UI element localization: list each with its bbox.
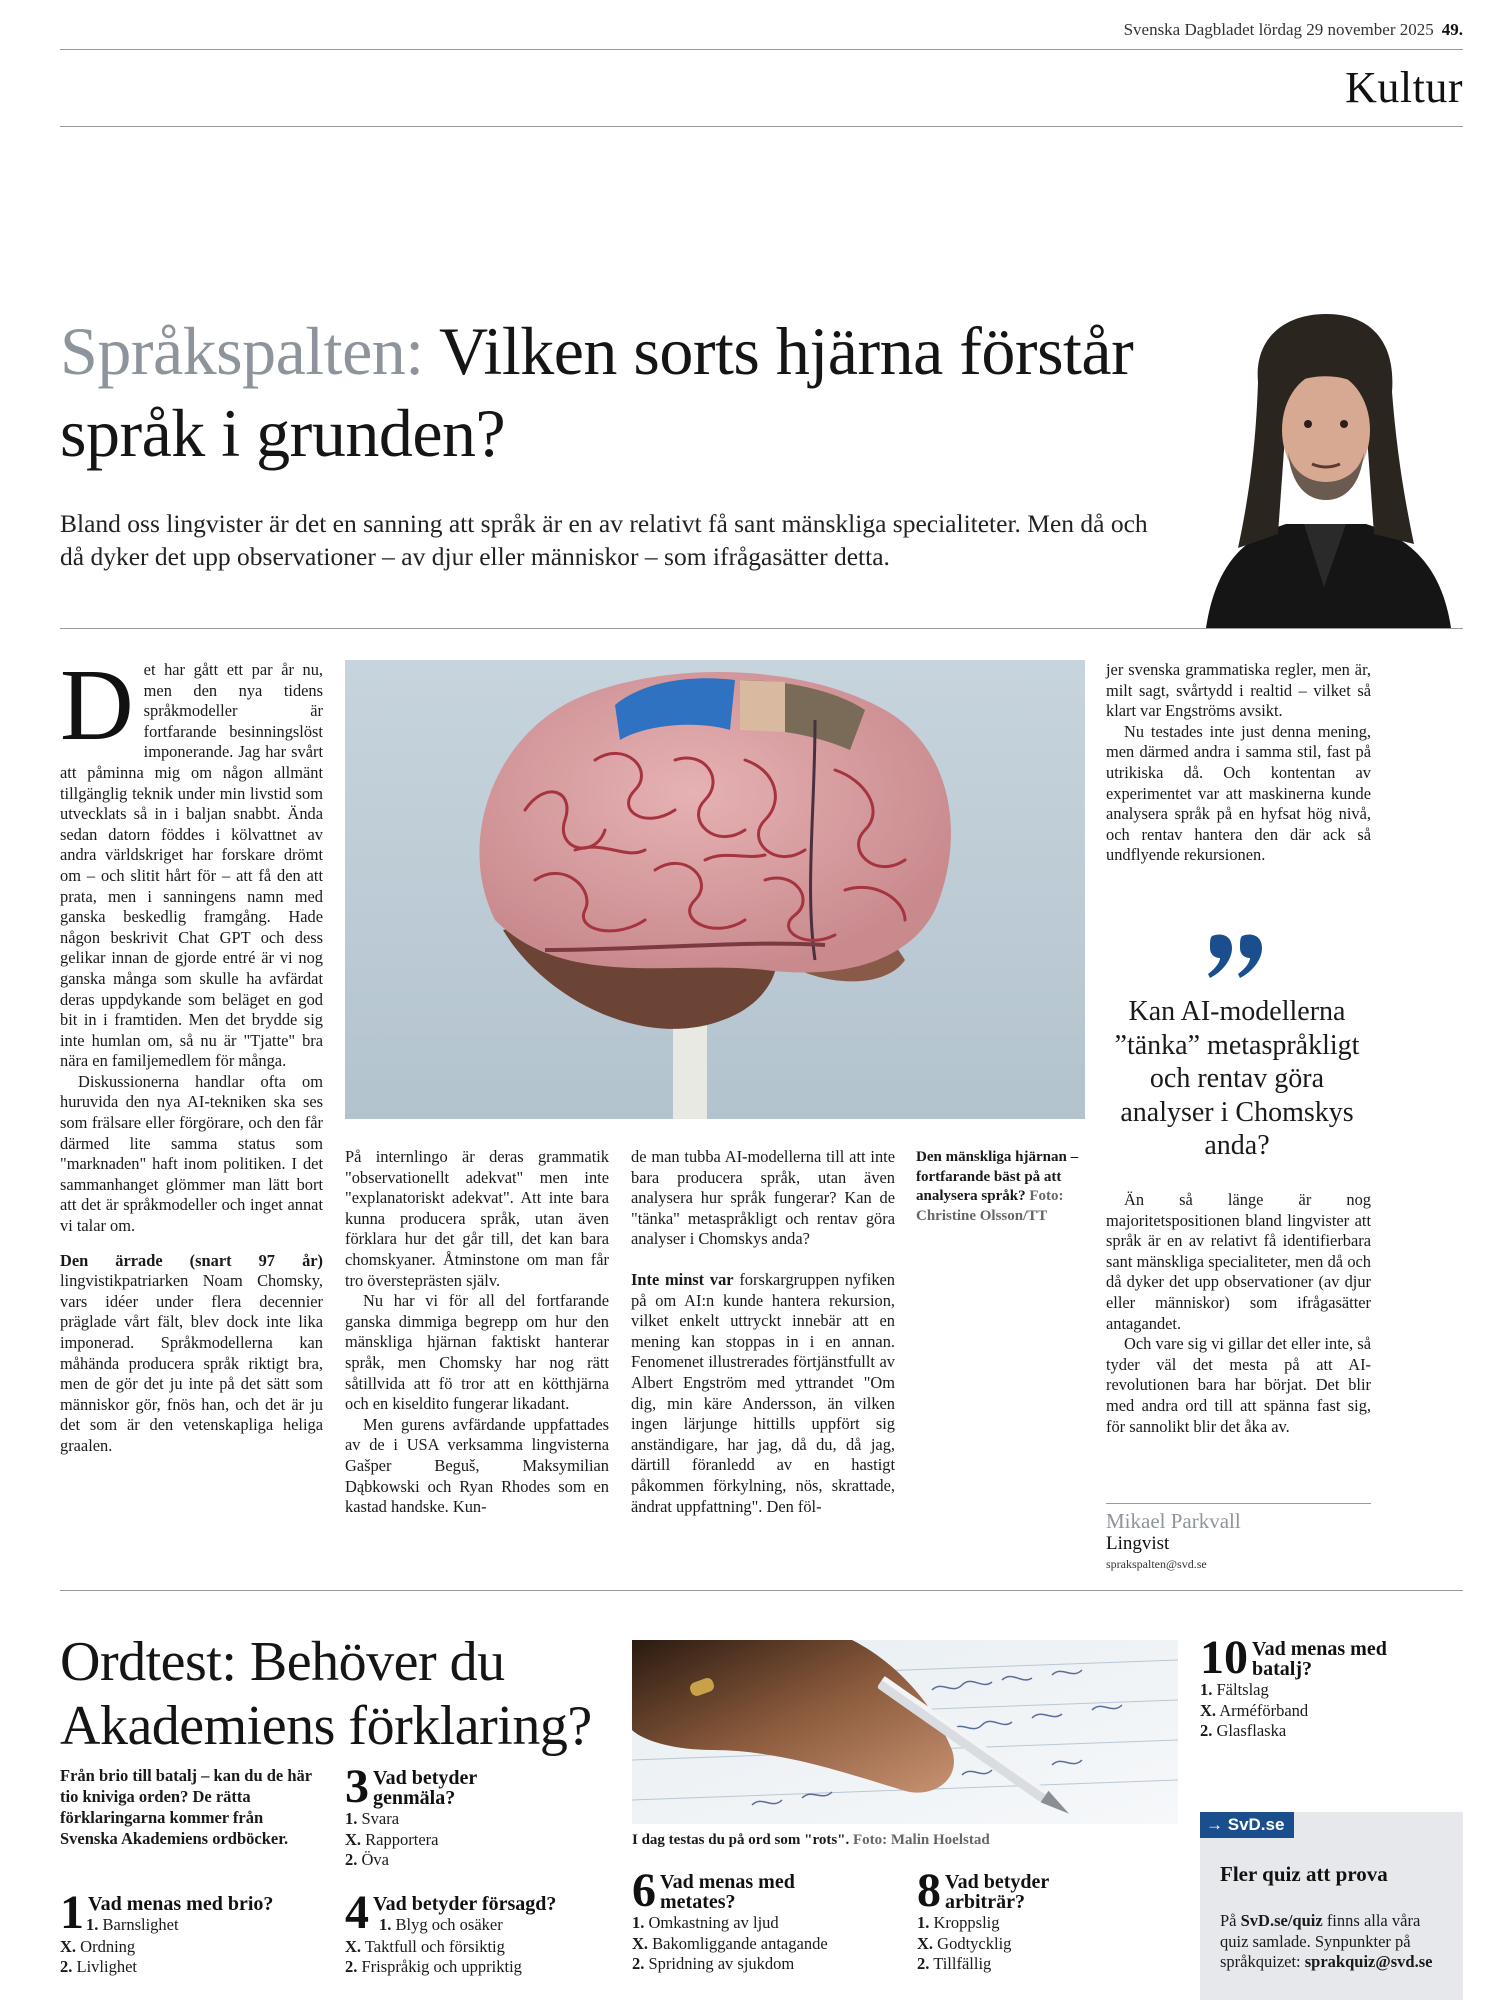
paragraph: Nu testades inte just denna mening, men därmed andra i samma stil, fast på utrikiska då. Och kontentan av experimentet var att maskinerna kunde analysera språk på en hyfsat hög nivå, och rentav hantera den där ack så undflyende rekursionen. [1106, 721, 1371, 865]
quiz-title: Ordtest: Behöver du Akademiens förklaring? [60, 1631, 592, 1757]
question-text: Vad menas med batalj? [1252, 1638, 1387, 1680]
paragraph [60, 1251, 323, 1457]
paragraph: Än så länge är nog majoritetspositionen bland lingvister att språk är en av relativt få identifierbara sant mänskliga specialiteter, men då och då dyker det upp observationer (av djur eller människor) som ifrågasätter antagandet. [1106, 1190, 1371, 1333]
question-number: 8 [917, 1864, 941, 1917]
quiz-photo-credit: Foto: Malin Hoelstad [853, 1832, 990, 1848]
paragraph [631, 1270, 895, 1517]
answer-option[interactable]: 2. Tillfällig [917, 1954, 992, 1973]
pull-quote: Kan AI-modellerna ”tänka” metaspråkligt och rentav göra analyser i Chomskys anda? [1114, 996, 1360, 1161]
answer-option[interactable]: X. Arméförband [1200, 1700, 1309, 1720]
photo-caption [916, 1148, 1088, 1226]
answer-option[interactable]: 1. Svara [345, 1809, 400, 1828]
paragraph [60, 649, 323, 1072]
headline-text: Vilken sorts hjärna förstår språk i grunden? [60, 313, 1134, 471]
article-column-1 [60, 649, 323, 1457]
question-number: 10 [1200, 1631, 1248, 1684]
answer-option[interactable]: 1. Barnslighet [86, 1915, 179, 1934]
article-bottom-divider [60, 1590, 1463, 1591]
answer-option[interactable]: 2. Spridning av sjukdom [632, 1954, 795, 1973]
quiz-question-6 [632, 1864, 902, 1975]
promo-email[interactable]: sprakquiz@svd.se [1304, 1952, 1433, 1971]
quote-icon [1208, 928, 1268, 988]
page-number: 49. [1441, 20, 1463, 39]
quiz-question-3 [345, 1760, 615, 1871]
header-divider [60, 126, 1463, 127]
answer-option[interactable]: X. Rapportera [345, 1829, 439, 1849]
article-column-4-continued [1106, 1190, 1371, 1437]
question-number: 3 [345, 1760, 369, 1813]
quiz-question-4 [345, 1886, 625, 1978]
paragraph-text: et har gått ett par år nu, men den nya tidens språkmodeller är fortfarande besinningslöst imponerande. Jag har svårt att påminna mig om någon allmänt tillgänglig teknik under min livstid som utvecklats så in i baljan snabbt. Ända sedan datorn föddes i kölvattnet av andra världskriget har forskare drömt om – och slitit hårt för – att få den att prata, men i sanningens namn med ganska beskedlig framgång. Hade någon beskrivit Chat GPT och dess gelikar innan de gjorde entré är vi nog ganska många som skulle ha avfärdat deras uppdykande som beläget en god bit in i framtiden. Men det brydde sig inte humlan om, så nu är "Tjatte" bra nära en familjemedlem för många. [60, 660, 323, 1071]
byline-divider [1106, 1503, 1371, 1504]
dateline [1124, 20, 1463, 40]
article-column-4 [1106, 660, 1371, 866]
question-number: 4 [345, 1886, 369, 1939]
question-text: Vad menas med brio? [88, 1893, 274, 1915]
promo-title: Fler quiz att prova [1220, 1862, 1388, 1886]
paragraph-lead: Den ärrade (snart 97 år) [60, 1250, 323, 1270]
drop-cap: D [60, 649, 134, 762]
quiz-photo-caption [632, 1832, 1192, 1849]
answer-option[interactable]: 1. Fältslag [1200, 1680, 1269, 1699]
paragraph-lead: Inte minst var [631, 1269, 734, 1289]
article-column-2 [345, 1147, 609, 1518]
answer-option[interactable]: 2. Frispråkig och uppriktig [345, 1957, 522, 1976]
question-text: Vad menas med metates? [660, 1871, 795, 1913]
deck-divider [60, 628, 1463, 629]
question-text: Vad betyder försagd? [373, 1893, 557, 1915]
section-title: Kultur [1345, 63, 1463, 112]
quiz-question-1 [60, 1886, 340, 1978]
paragraph: Nu har vi för all del fortfarande ganska dimmiga begrepp om hur den mänskliga hjärnan faktiskt hanterar språk, men Chomsky har nog rätt såtillvida att fö tror att en kötthjärna och en kiseldito fungerar likadant. [345, 1291, 609, 1414]
paragraph: Men gurens avfärdande uppfattades av de i USA verksamma lingvisterna Gašper Beguš, Maksymilian Dąbkowski och Ryan Rhodes som en kastad handske. Kun- [345, 1414, 609, 1517]
quiz-promo-box [1200, 1812, 1463, 2000]
paragraph: jer svenska grammatiska regler, men är, milt sagt, svårtydd i realtid – vilket så klart var Engströms avsikt. [1106, 660, 1371, 721]
article-deck: Bland oss lingvister är det en sanning att språk är en av relativt få sant mänskliga specialiteter. Men då och då dyker det upp observationer – av djur eller människor – som ifrågasätter detta. [60, 509, 1148, 571]
byline-role: Lingvist [1106, 1533, 1170, 1554]
caption-credit: Foto: Christine Olsson/TT [916, 1188, 1064, 1224]
quiz-photo-caption-text: I dag testas du på ord som "rots". [632, 1832, 850, 1848]
quiz-question-8 [917, 1864, 1187, 1975]
answer-option[interactable]: 1. Kroppslig [917, 1913, 1000, 1932]
caption-text: Den mänskliga hjärnan – fortfarande bäst på att analysera språk? [916, 1149, 1079, 1204]
dateline-text: Svenska Dagbladet lördag 29 november 2025 [1123, 20, 1434, 39]
answer-option[interactable]: 2. Glasflaska [1200, 1721, 1287, 1740]
byline-email[interactable]: sprakspalten@svd.se [1106, 1557, 1207, 1571]
article-headline [60, 310, 1180, 474]
answer-option[interactable]: 1. Blyg och osäker [379, 1915, 503, 1934]
brain-photo [345, 660, 1085, 1119]
answer-option[interactable]: X. Ordning [60, 1936, 136, 1956]
quiz-intro: Från brio till batalj – kan du de här tio kniviga orden? De rätta förklaringarna kommer från Svenska Akademiens ordböcker. [60, 1766, 312, 1848]
handwriting-photo [632, 1640, 1178, 1824]
article-column-3 [631, 1147, 895, 1517]
answer-option[interactable]: 2. Öva [345, 1850, 389, 1869]
answer-option[interactable]: X. Godtycklig [917, 1933, 1012, 1953]
paragraph-text: forskargruppen nyfiken på om AI:n kunde hantera rekursion, vilket enkelt uttryckt innebär att en mening kan stoppas in i en annan. Fenomenet illustrerades förtjänstfullt av Albert Engström med yttrandet "Om dig, min käre Andersson, än vilken ingen lärjunge hittills uppfört sig anständigare, har jag, då du, då jag, därtill föranledd av en hastigt påkommen förkylning, nös, skrattade, ändrat uppfattning". Den föl- [631, 1269, 895, 1516]
page-header [60, 18, 1463, 50]
question-number: 6 [632, 1864, 656, 1917]
arrow-right-icon: → [1206, 1815, 1223, 1834]
headline-kicker: Språkspalten: [60, 313, 424, 389]
question-text: Vad betyder arbiträr? [945, 1871, 1049, 1913]
answer-option[interactable]: X. Taktfull och försiktig [345, 1936, 505, 1956]
svd-badge-label: SvD.se [1227, 1815, 1285, 1834]
answer-option[interactable]: X. Bakomliggande antagande [632, 1933, 828, 1953]
promo-link[interactable]: SvD.se/quiz [1240, 1911, 1323, 1930]
paragraph: Diskussionerna handlar ofta om huruvida den nya AI-tekniken ska ses som frälsare eller förgörare, och den får därmed lite samma status som "marknaden" haft inom politiken. I det sammanhanget glömmer man lätt bort att det är språkmodeller och inget annat vi talar om. [60, 1071, 323, 1236]
answer-option[interactable]: 1. Omkastning av ljud [632, 1913, 779, 1932]
author-portrait [1186, 312, 1463, 628]
paragraph: Och vare sig vi gillar det eller inte, så tyder väl det mesta på att AI-revolutionen bara har börjat. Det blir med andra ord till att spänna fast sig, för sannolikt blir det åka av. [1106, 1334, 1371, 1436]
question-text: Vad betyder genmäla? [373, 1767, 477, 1809]
promo-text: På SvD.se/quiz finns alla våra quiz samlade. Synpunkter på språkquizet: sprakquiz@svd.se [1220, 1911, 1433, 1971]
paragraph: På internlingo är deras grammatik "observationellt adekvat" men inte "explanatoriskt adekvat". Att inte bara kunna producera språk, utan även förklara hur det går till, det kan bara chomskyaner. Åtminstone om man får tro översteprästen själv. [345, 1147, 609, 1290]
paragraph-text: lingvistikpatriarken Noam Chomsky, vars idéer under flera decennier präglade vårt fält, blev dock inte lika imponerad. Språkmodellerna kan måhända producera språk riktigt bra, men de gör det ju inte på det sätt som människor gör, fnös han, och det är ju det som är den vetenskapliga heliga graalen. [60, 1271, 323, 1455]
paragraph: de man tubba AI-modellerna till att inte bara producera språk, utan även analysera hur språk fungerar? Kan de "tänka" metaspråkligt och rentav göra analyser i Chomskys anda? [631, 1147, 895, 1249]
byline-name: Mikael Parkvall [1106, 1509, 1241, 1533]
svd-badge[interactable] [1200, 1812, 1294, 1838]
answer-option[interactable]: 2. Livlighet [60, 1957, 137, 1976]
question-number: 1 [60, 1886, 84, 1939]
quiz-question-10 [1200, 1631, 1463, 1742]
